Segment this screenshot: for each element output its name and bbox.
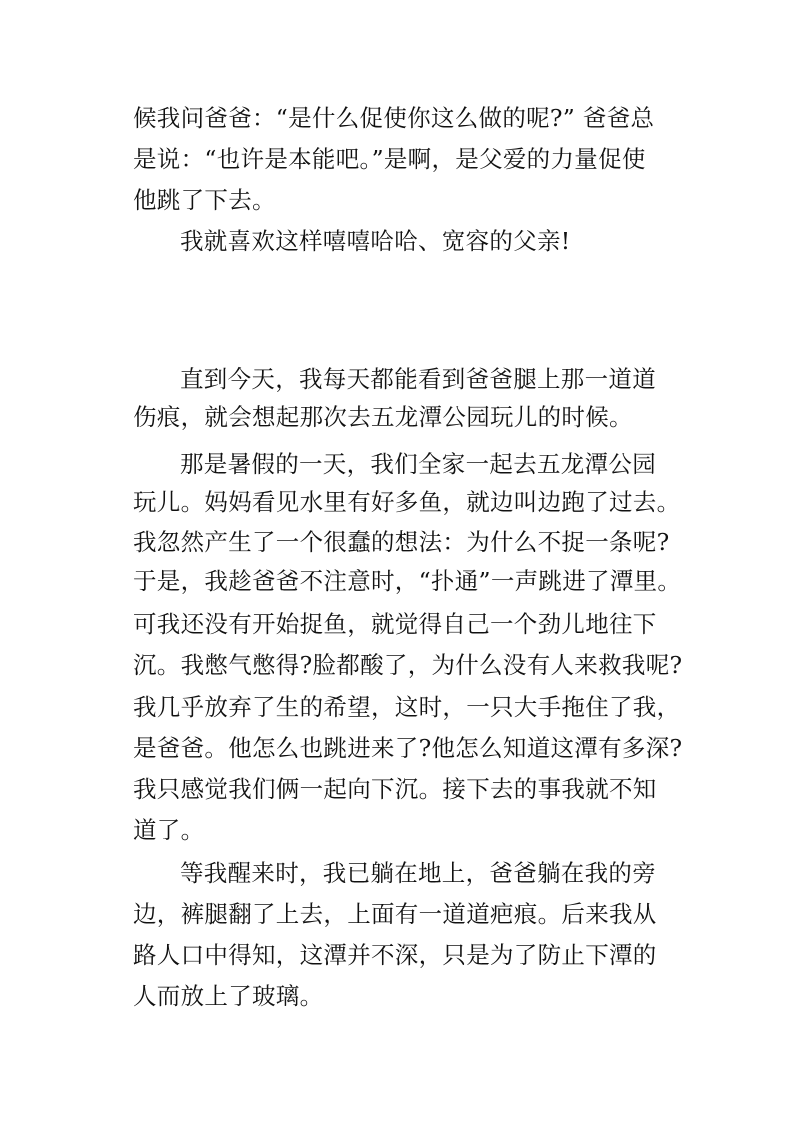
paragraph-line: 那是暑假的一天，我们全家一起去五龙潭公园 <box>180 450 656 478</box>
paragraph-line: 我只感觉我们俩一起向下沉。接下去的事我就不知 <box>133 775 657 803</box>
paragraph-line: 我几乎放弃了生的希望，这时，一只大手拖住了我， <box>133 693 681 721</box>
paragraph-line: 我就喜欢这样嘻嘻哈哈、宽容的父亲! <box>180 227 571 255</box>
paragraph-line: 于是，我趁爸爸不注意时，“扑通”一声跳进了潭里。 <box>133 567 682 595</box>
paragraph-line: 我忽然产生了一个很蠢的想法：为什么不捉一条呢? <box>133 528 670 556</box>
paragraph-line: 玩儿。妈妈看见水里有好多鱼，就边叫边跑了过去。 <box>133 488 681 516</box>
paragraph-line: 伤痕，就会想起那次去五龙潭公园玩儿的时候。 <box>133 403 633 431</box>
paragraph-line: 沉。我憋气憋得?脸都酸了，为什么没有人来救我呢? <box>133 651 683 679</box>
paragraph-line: 道了。 <box>133 816 205 844</box>
paragraph-line: 路人口中得知，这潭并不深，只是为了防止下潭的 <box>133 941 657 969</box>
paragraph-line: 是爸爸。他怎么也跳进来了?他怎么知道这潭有多深? <box>133 734 683 762</box>
paragraph-line: 他跳了下去。 <box>133 186 276 214</box>
paragraph-line: 候我问爸爸：“是什么促使你这么做的呢?” 爸爸总 <box>133 104 655 132</box>
paragraph-line: 直到今天，我每天都能看到爸爸腿上那一道道 <box>180 365 656 393</box>
paragraph-line: 边，裤腿翻了上去，上面有一道道疤痕。后来我从 <box>133 900 657 928</box>
paragraph-line: 是说：“也许是本能吧。”是啊，是父爱的力量促使 <box>133 145 646 173</box>
paragraph-line: 等我醒来时，我已躺在地上，爸爸躺在我的旁 <box>180 859 656 887</box>
paragraph-line: 可我还没有开始捉鱼，就觉得自己一个劲儿地往下 <box>133 610 657 638</box>
paragraph-line: 人而放上了玻璃。 <box>133 982 324 1010</box>
